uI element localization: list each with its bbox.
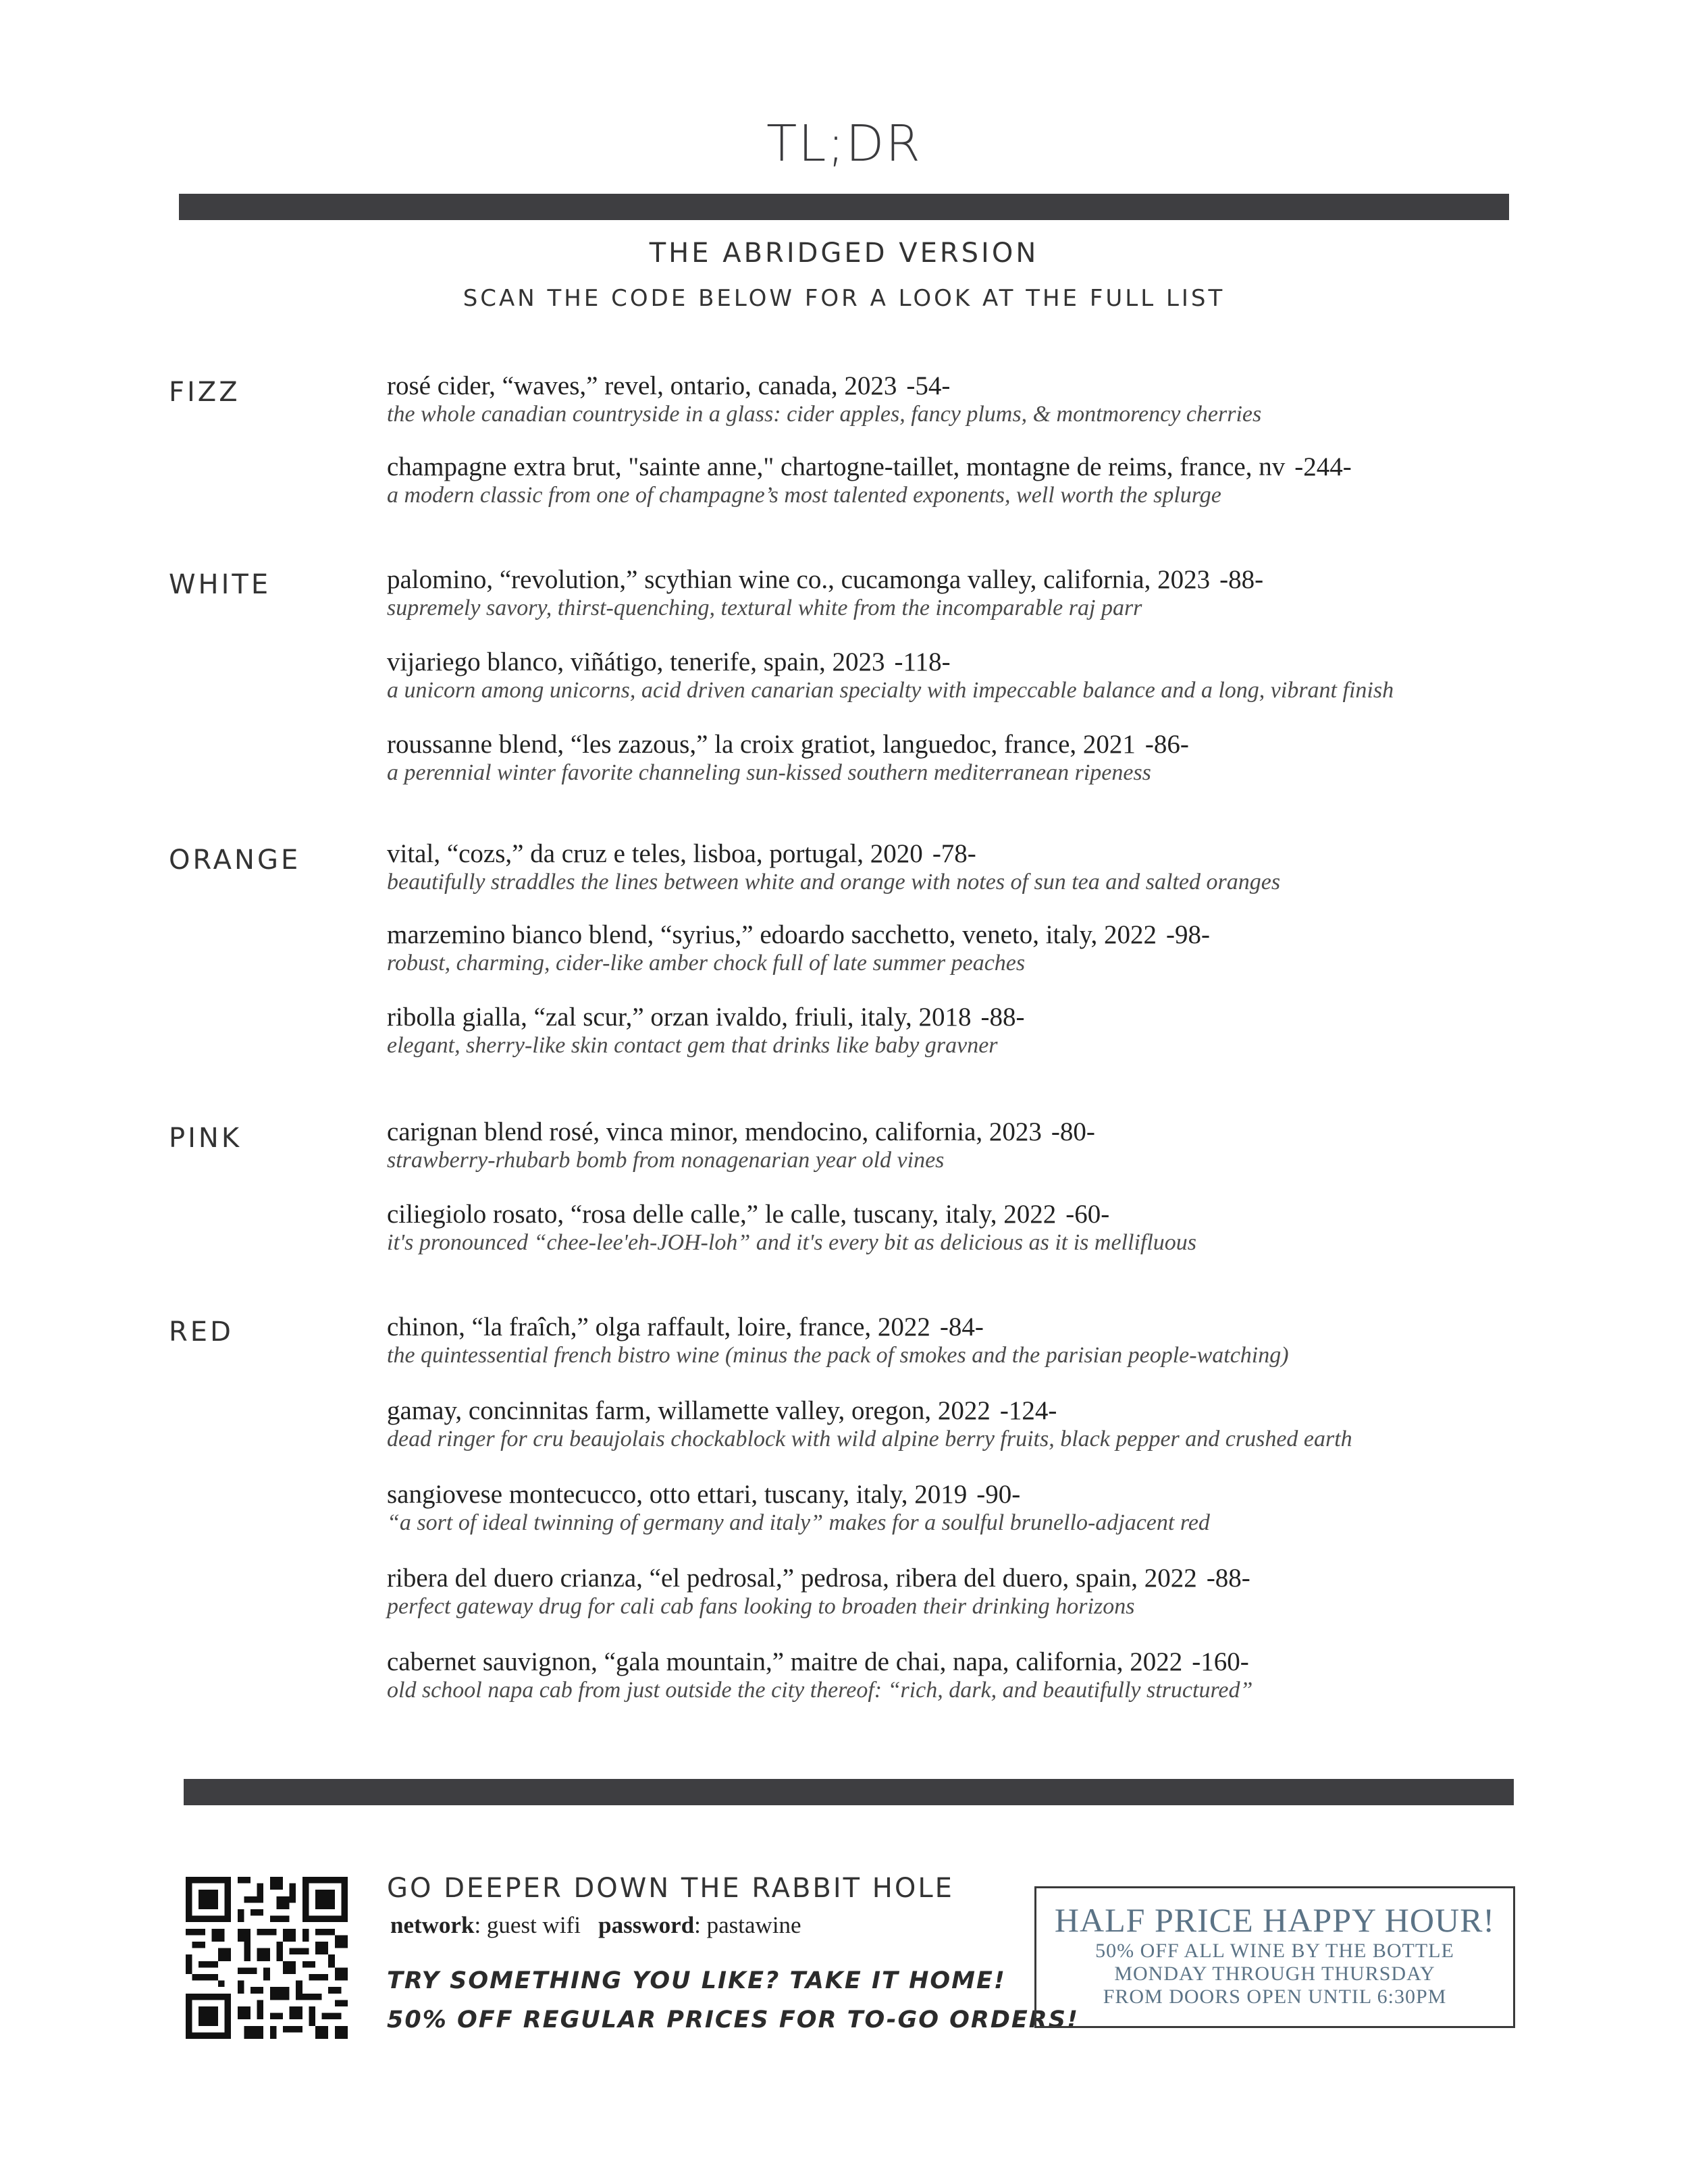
section-label: WHITE — [169, 569, 271, 600]
wine-note: robust, charming, cider-like amber chock full of late summer peaches — [387, 951, 1026, 976]
wine-price: -90- — [976, 1480, 1021, 1509]
top-divider — [179, 194, 1509, 220]
wine-price: -118- — [894, 647, 951, 676]
wine-name: rosé cider, “waves,” revel, ontario, canada, 2023 — [387, 371, 897, 400]
wine-note: old school napa cab from just outside the city thereof: “rich, dark, and beautifully structured” — [387, 1678, 1253, 1703]
happy-hour-line: MONDAY THROUGH THURSDAY — [1114, 1963, 1435, 1985]
wine-note: a unicorn among unicorns, acid driven canarian specialty with impeccable balance and a long, vibrant finish — [387, 678, 1394, 703]
wine-note: beautifully straddles the lines between white and orange with notes of sun tea and salted oranges — [387, 870, 1281, 895]
subtitle: THE ABRIDGED VERSION — [649, 238, 1039, 269]
footer-heading: GO DEEPER DOWN THE RABBIT HOLE — [387, 1873, 954, 1904]
wine-name: palomino, “revolution,” scythian wine co., cucamonga valley, california, 2023 — [387, 565, 1211, 594]
wine-note: strawberry-rhubarb bomb from nonagenarian year old vines — [387, 1148, 945, 1173]
wine-note: a modern classic from one of champagne’s most talented exponents, well worth the splurge — [387, 483, 1221, 508]
wine-name: carignan blend rosé, vinca minor, mendocino, california, 2023 — [387, 1117, 1042, 1146]
wine-name: marzemino bianco blend, “syrius,” edoardo sacchetto, veneto, italy, 2022 — [387, 920, 1157, 949]
wine-item — [387, 1003, 1521, 1059]
wine-name: vital, “cozs,” da cruz e teles, lisboa, portugal, 2020 — [387, 839, 923, 868]
wine-item — [387, 452, 1521, 509]
wine-price: -244- — [1294, 452, 1352, 481]
wine-item — [387, 647, 1521, 704]
wine-name: ribera del duero crianza, “el pedrosal,” pedrosa, ribera del duero, spain, 2022 — [387, 1564, 1197, 1593]
section-label: RED — [169, 1316, 234, 1348]
section-label: PINK — [169, 1123, 242, 1154]
wine-price: -88- — [1206, 1564, 1250, 1593]
wine-item — [387, 1564, 1521, 1620]
togo-line-2: 50% OFF REGULAR PRICES FOR TO-GO ORDERS! — [387, 2006, 1079, 2033]
wine-note: perfect gateway drug for cali cab fans looking to broaden their drinking horizons — [387, 1594, 1135, 1619]
wine-price: -84- — [939, 1312, 984, 1341]
wine-price: -60- — [1065, 1200, 1110, 1229]
wine-note: the whole canadian countryside in a glass: cider apples, fancy plums, & montmorency cherries — [387, 402, 1262, 427]
wine-name: gamay, concinnitas farm, willamette valley, oregon, 2022 — [387, 1396, 991, 1425]
wine-price: -78- — [932, 839, 976, 868]
wine-price: -80- — [1051, 1117, 1095, 1146]
wine-note: the quintessential french bistro wine (minus the pack of smokes and the parisian people-watching) — [387, 1343, 1289, 1368]
wine-name: sangiovese montecucco, otto ettari, tuscany, italy, 2019 — [387, 1480, 968, 1509]
wine-item — [387, 1647, 1521, 1704]
wine-price: -160- — [1192, 1647, 1249, 1676]
password-label: password — [598, 1912, 695, 1938]
network-value: : guest wifi — [474, 1912, 581, 1938]
wine-price: -124- — [999, 1396, 1057, 1425]
wine-note: “a sort of ideal twinning of germany and italy” makes for a soulful brunello-adjacent red — [387, 1510, 1210, 1535]
wine-name: ciliegiolo rosato, “rosa delle calle,” le calle, tuscany, italy, 2022 — [387, 1200, 1057, 1229]
happy-hour-title: HALF PRICE HAPPY HOUR! — [1054, 1901, 1496, 1939]
wine-note: supremely savory, thirst-quenching, textural white from the incomparable raj parr — [387, 595, 1142, 620]
wine-item — [387, 1312, 1521, 1369]
bottom-divider — [184, 1779, 1514, 1805]
wine-item — [387, 1117, 1521, 1174]
page-title: TL;DR — [766, 115, 922, 173]
wine-note: a perennial winter favorite channeling sun-kissed southern mediterranean ripeness — [387, 760, 1151, 785]
wine-name: champagne extra brut, "sainte anne," chartogne-taillet, montagne de reims, france, nv — [387, 452, 1286, 481]
password-value: : pastawine — [694, 1912, 801, 1938]
wine-note: it's pronounced “chee-lee'eh-JOH-loh” and it's every bit as delicious as it is mellifluous — [387, 1230, 1197, 1255]
wine-price: -98- — [1166, 920, 1210, 949]
wine-name: vijariego blanco, viñátigo, tenerife, spain, 2023 — [387, 647, 885, 676]
wine-name: ribolla gialla, “zal scur,” orzan ivaldo, friuli, italy, 2018 — [387, 1003, 972, 1032]
wifi-info — [390, 1912, 801, 1939]
wine-price: -88- — [1219, 565, 1264, 594]
togo-line-1: TRY SOMETHING YOU LIKE? TAKE IT HOME! — [387, 1967, 1006, 1994]
scan-note: SCAN THE CODE BELOW FOR A LOOK AT THE FULL LIST — [463, 285, 1225, 312]
wine-item — [387, 565, 1521, 622]
wine-item — [387, 1480, 1521, 1537]
section-label: ORANGE — [169, 845, 301, 876]
wine-item — [387, 371, 1521, 428]
wine-note: dead ringer for cru beaujolais chockablock with wild alpine berry fruits, black pepper and crushed earth — [387, 1427, 1352, 1451]
network-label: network — [390, 1912, 475, 1938]
wine-price: -86- — [1144, 730, 1189, 759]
happy-hour-line: 50% OFF ALL WINE BY THE BOTTLE — [1095, 1940, 1454, 1962]
wine-item — [387, 920, 1521, 977]
wine-name: cabernet sauvignon, “gala mountain,” maitre de chai, napa, california, 2022 — [387, 1647, 1183, 1676]
happy-hour-line: FROM DOORS OPEN UNTIL 6:30PM — [1103, 1986, 1447, 2008]
wine-item — [387, 1200, 1521, 1256]
qr-code-icon[interactable] — [186, 1877, 348, 2039]
happy-hour-box — [1034, 1886, 1515, 2028]
wine-note: elegant, sherry-like skin contact gem that drinks like baby gravner — [387, 1033, 998, 1058]
wine-name: roussanne blend, “les zazous,” la croix gratiot, languedoc, france, 2021 — [387, 730, 1136, 759]
wine-name: chinon, “la fraîch,” olga raffault, loire, france, 2022 — [387, 1312, 930, 1341]
wine-price: -88- — [980, 1003, 1025, 1032]
section-label: FIZZ — [169, 377, 240, 408]
wine-item — [387, 839, 1521, 896]
wine-item — [387, 1396, 1521, 1453]
wine-item — [387, 730, 1521, 787]
wine-price: -54- — [906, 371, 951, 400]
